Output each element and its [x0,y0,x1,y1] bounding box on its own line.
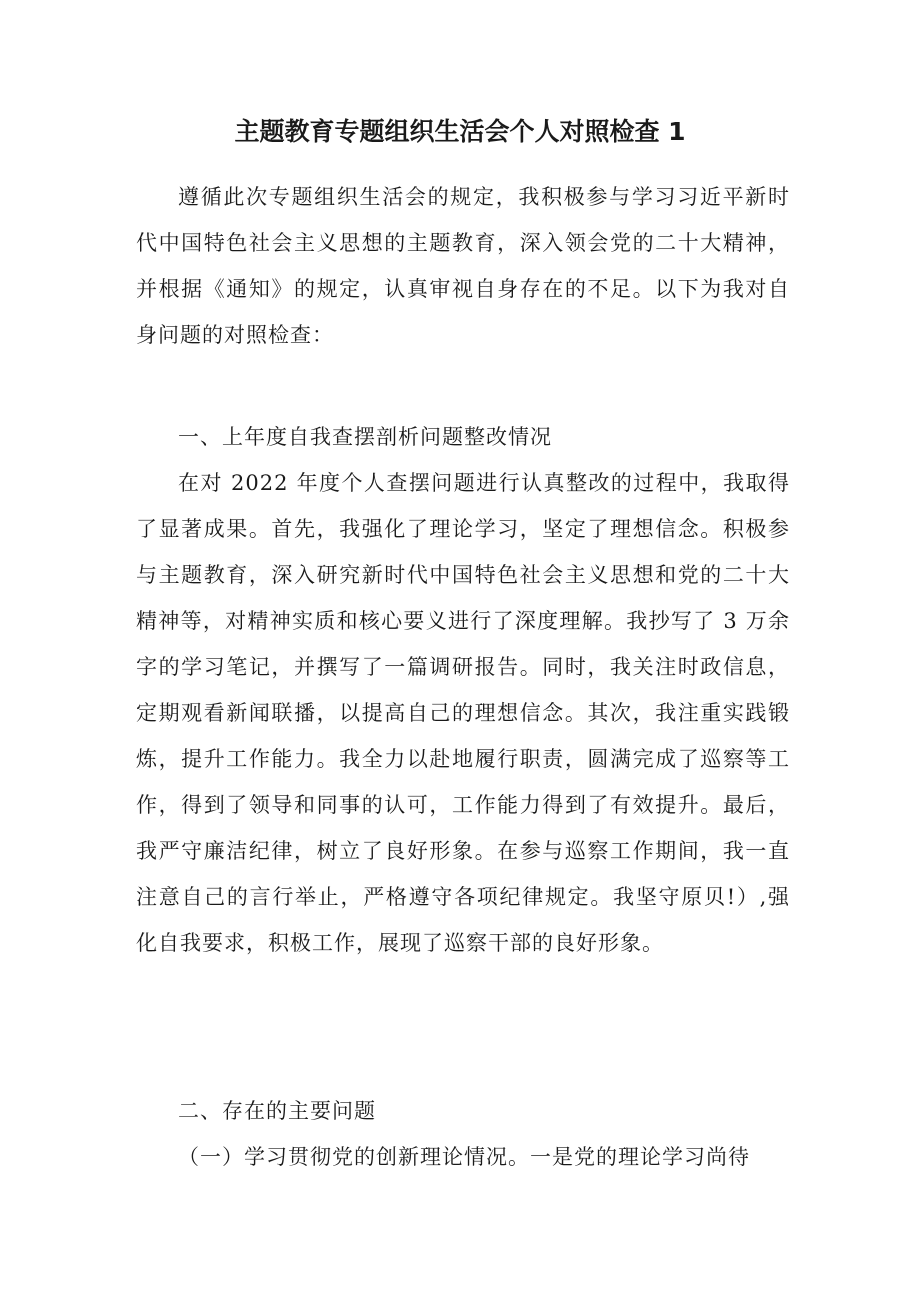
section-heading-2: 二、存在的主要问题 [178,1099,376,1123]
document-title: 主题教育专题组织生活会个人对照检查 1 [234,117,686,146]
section-heading-1: 一、上年度自我查摆剖析问题整改情况 [178,425,552,449]
section-body-1: 在对 2022 年度个人查摆问题进行认真整改的过程中，我取得了显著成果。首先，我强化了理论学习，坚定了理想信念。积极参与主题教育，深入研究新时代中国特色社会主义思想和党的二十大精神等，对精神实质和核心要义进行了深度理解。我抄写了 3 万余字的学习笔记，并撰写了一篇调研报告。同时，我关注时政信息，定期观看新闻联播，以提高自己的理想信念。其次，我注重实践锻炼，提升工作能力。我全力以赴地履行职责，圆满完成了巡察等工作，得到了领导和同事的认可，工作能力得到了有效提升。最后，我严守廉洁纪律，树立了良好形象。在参与巡察工作期间，我一直注意自己的言行举止，严格遵守各项纪律规定。我坚守原贝!）,强化自我要求，积极工作，展现了巡察干部的良好形象。 [136,471,790,955]
section-body-2: （一）学习贯彻党的创新理论情况。一是党的理论学习尚待 [178,1145,750,1169]
intro-paragraph: 遵循此次专题组织生活会的规定，我积极参与学习习近平新时代中国特色社会主义思想的主题教育，深入领会党的二十大精神，并根据《通知》的规定，认真审视自身存在的不足。以下为我对自身问题的对照检查： [136,185,790,347]
